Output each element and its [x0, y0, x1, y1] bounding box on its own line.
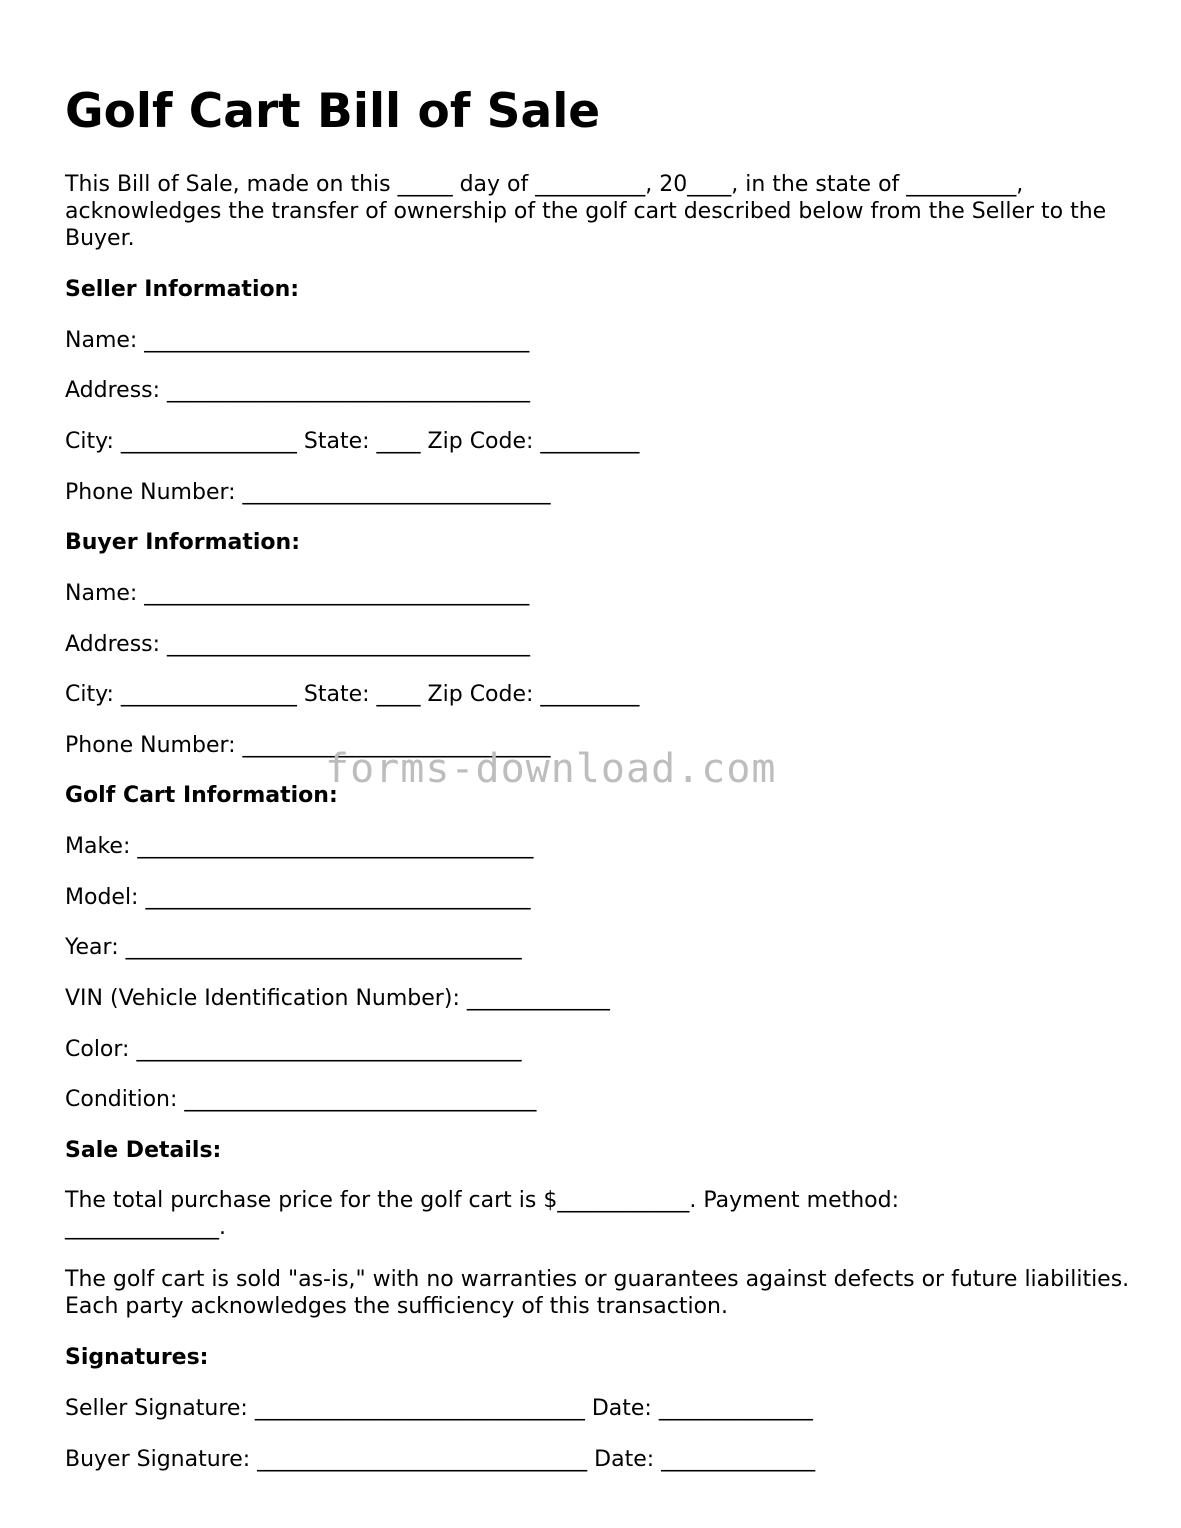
- seller-address-field[interactable]: Address: _________________________________: [65, 378, 531, 403]
- cart-color-field[interactable]: Color: ___________________________________: [65, 1037, 522, 1062]
- seller-signature-field[interactable]: Seller Signature: ______________________________ Date: ______________: [65, 1396, 813, 1421]
- seller-phone-field[interactable]: Phone Number: ____________________________: [65, 480, 551, 505]
- cart-year-field[interactable]: Year: ____________________________________: [65, 935, 522, 960]
- seller-heading: Seller Information:: [65, 277, 300, 302]
- intro-paragraph: This Bill of Sale, made on this _____ day of __________, 20____, in the state of __________, acknowledges the transfer of ownership of the golf cart described below from the Seller to the Buyer.: [65, 172, 1107, 251]
- cart-heading: Golf Cart Information:: [65, 783, 338, 808]
- buyer-name-field[interactable]: Name: ___________________________________: [65, 581, 530, 606]
- sale-heading: Sale Details:: [65, 1138, 222, 1163]
- cart-vin-field[interactable]: VIN (Vehicle Identification Number): _____________: [65, 986, 610, 1011]
- buyer-phone-field[interactable]: Phone Number: ____________________________: [65, 733, 551, 758]
- signatures-heading: Signatures:: [65, 1345, 209, 1370]
- buyer-address-field[interactable]: Address: _________________________________: [65, 632, 531, 657]
- as-is-paragraph: The golf cart is sold "as-is," with no warranties or guarantees against defects or future liabilities. Each party acknowledges the sufficiency of this transaction.: [65, 1267, 1130, 1319]
- buyer-city-state-zip-field[interactable]: City: ________________ State: ____ Zip Code: _________: [65, 682, 640, 707]
- document-title: Golf Cart Bill of Sale: [65, 84, 601, 139]
- watermark: forms-download.com: [325, 746, 777, 792]
- buyer-signature-field[interactable]: Buyer Signature: ______________________________ Date: ______________: [65, 1447, 816, 1472]
- sale-price-paragraph[interactable]: The total purchase price for the golf cart is $____________. Payment method: ______________.: [65, 1188, 900, 1240]
- cart-model-field[interactable]: Model: ___________________________________: [65, 885, 531, 910]
- seller-name-field[interactable]: Name: ___________________________________: [65, 328, 530, 353]
- seller-city-state-zip-field[interactable]: City: ________________ State: ____ Zip Code: _________: [65, 429, 640, 454]
- buyer-heading: Buyer Information:: [65, 530, 300, 555]
- cart-condition-field[interactable]: Condition: ________________________________: [65, 1087, 537, 1112]
- cart-make-field[interactable]: Make: ____________________________________: [65, 834, 534, 859]
